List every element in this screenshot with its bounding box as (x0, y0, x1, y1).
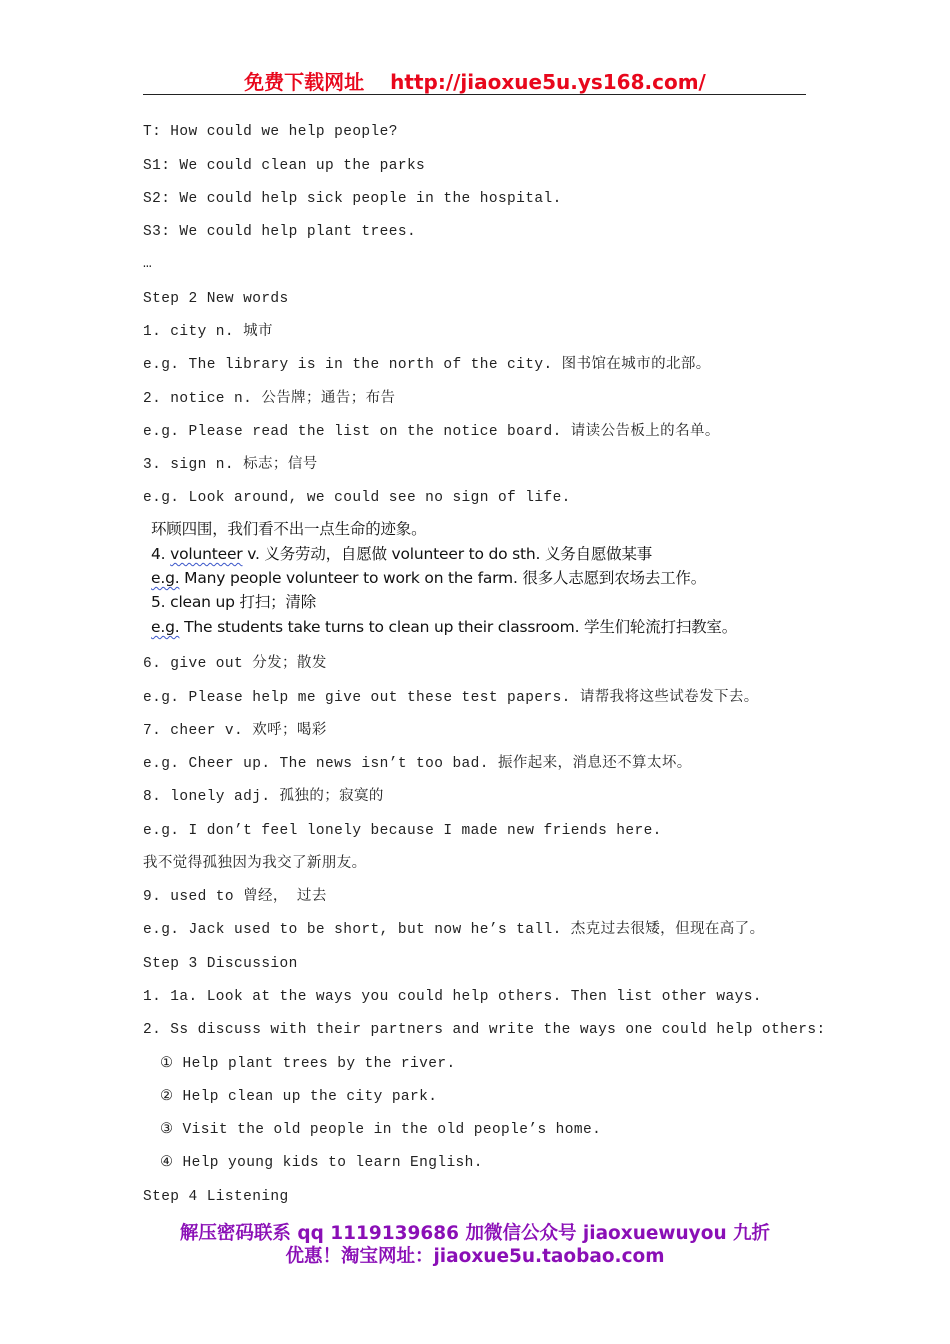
spell-underline-word: e.g. (151, 569, 180, 587)
example-line: e.g. Cheer up. The news isn’t too bad. 振作起来，消息还不算太坏。 (143, 756, 692, 772)
example-line: e.g. Please read the list on the notice board. 请读公告板上的名单。 (143, 424, 720, 440)
dialog-line: S3: We could help plant trees. (143, 224, 417, 240)
word-line: 6. give out 分发；散发 (143, 656, 327, 672)
spell-underline-word: volunteer (170, 545, 243, 563)
footer-line-2: 优惠！淘宝网址：jiaoxue5u.taobao.com (285, 1246, 665, 1267)
list-item: ② Help clean up the city park. (160, 1089, 438, 1105)
example-line: e.g. Please help me give out these test papers. 请帮我将这些试卷发下去。 (143, 690, 759, 706)
dialog-line: S2: We could help sick people in the hospital. (143, 191, 562, 207)
dialog-line: T: How could we help people? (143, 124, 398, 140)
scan-example-volunteer (151, 567, 706, 589)
scan-rest: Many people volunteer to work on the farm. 很多人志愿到农场去工作。 (179, 569, 707, 587)
scan-example-clean-up (151, 616, 737, 638)
header-divider (143, 94, 806, 95)
scan-word-clean-up: 5. clean up 打扫；清除 (151, 593, 317, 611)
discussion-line: 2. Ss discuss with their partners and write the ways one could help others: (143, 1022, 826, 1038)
example-line: e.g. Look around, we could see no sign of life. (143, 490, 571, 506)
footer-line-1: 解压密码联系 qq 1119139686 加微信公众号 jiaoxuewuyou 九折 (179, 1223, 771, 1244)
header-title: 免费下载网址 (244, 70, 365, 94)
word-line: 2. notice n. 公告牌；通告；布告 (143, 391, 396, 407)
step2-heading: Step 2 New words (143, 291, 289, 307)
word-line: 1. city n. 城市 (143, 324, 273, 340)
dialog-line: S1: We could clean up the parks (143, 158, 426, 174)
step3-heading: Step 3 Discussion (143, 956, 298, 972)
example-line: e.g. The library is in the north of the city. 图书馆在城市的北部。 (143, 357, 711, 373)
list-item: ① Help plant trees by the river. (160, 1056, 456, 1072)
list-item: ③ Visit the old people in the old people’s home. (160, 1122, 602, 1138)
translation-line: 我不觉得孤独因为我交了新朋友。 (143, 856, 367, 872)
word-line: 7. cheer v. 欢呼；喝彩 (143, 723, 327, 739)
word-line: 8. lonely adj. 孤独的；寂寞的 (143, 789, 384, 805)
discussion-line: 1. 1a. Look at the ways you could help others. Then list other ways. (143, 989, 762, 1005)
scan-prefix: 4. (151, 545, 171, 563)
scan-rest: v. 义务劳动，自愿做 volunteer to do sth. 义务自愿做某事 (242, 545, 653, 563)
step4-heading: Step 4 Listening (143, 1189, 289, 1205)
dialog-ellipsis: … (143, 256, 153, 272)
page-header (0, 66, 950, 92)
header-url[interactable]: http://jiaoxue5u.ys168.com/ (390, 70, 706, 94)
word-line: 3. sign n. 标志；信号 (143, 457, 318, 473)
example-line: e.g. Jack used to be short, but now he’s tall. 杰克过去很矮，但现在高了。 (143, 922, 765, 938)
spell-underline-word: e.g. (151, 618, 180, 636)
word-line: 9. used to 曾经， 过去 (143, 889, 327, 905)
scan-translation-line: 环顾四围，我们看不出一点生命的迹象。 (151, 520, 427, 538)
list-item: ④ Help young kids to learn English. (160, 1155, 483, 1171)
scan-rest: The students take turns to clean up their classroom. 学生们轮流打扫教室。 (179, 618, 738, 636)
example-line: e.g. I don’t feel lonely because I made new friends here. (143, 823, 662, 839)
scan-word-volunteer (151, 543, 652, 565)
